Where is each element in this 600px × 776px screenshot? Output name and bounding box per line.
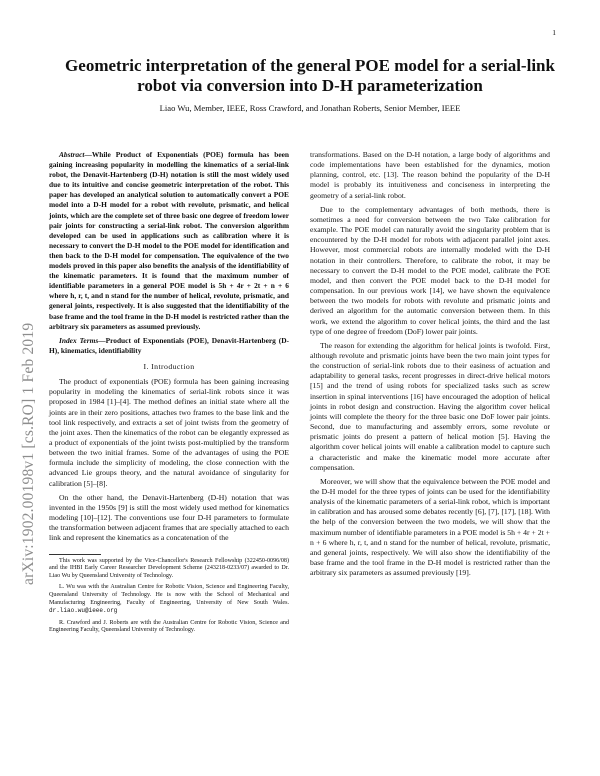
- paper-title: Geometric interpretation of the general POE model for a serial-link robot via conversion into D-H parameterization: [65, 56, 555, 95]
- abstract-label: Abstract—: [59, 150, 92, 159]
- page-number: 1: [552, 28, 556, 37]
- footnote-affiliation-text: L. Wu was with the Australian Centre for Robotic Vision, Science and Engineering Faculty, Queensland University of Technology. He is now with the School of Mechanical and Manufacturing Engineering, Faculty of Engineering, University of New South Wales.: [49, 584, 289, 606]
- footnote-rule: [49, 554, 101, 555]
- body-paragraph: The reason for extending the algorithm for helical joints is twofold. First, although revolute and prismatic joints have been the two main joint types for the construction of serial-link robots due to their easiness of actuation and adaptability to general tasks, recent progresses in direct-drive helical motors [15] and the trend of using robots for specialized tasks such as screw insertion in spinal interventions [16] have encouraged the adoption of helical joints in robot design and construction. Having the algorithm cover helical joints will complete the theory for the three basic one DoF lower pair joints. Second, due to manufacturing and assembly errors, some revolute or prismatic joints do present a pattern of helical motion [5]. Having the algorithm cover helical joints will enable a calibration model to capture such a characteristic and make the kinematic model more accurate after compensation.: [310, 340, 550, 472]
- abstract-text: While Product of Exponentials (POE) formula has been gaining increasing popularity in modelling the kinematics of a serial-link robot, the Denavit-Hartenberg (D-H) notation is still the most widely used due to its intuitive and concise geometric interpretation of the robot. This paper has developed an analytical solution to automatically convert a POE model into a D-H model for a robot with revolute, prismatic, and helical joints, which are the complete set of three basic one degree of freedom lower pair joints for constructing a serial-link robot. The conversion algorithm developed can be used in applications such as calibration where it is necessary to convert the D-H model to the POE model for identification and then back to the D-H model for compensation. The equivalence of the two models proved in this paper also benefits the analysis of the identifiability of the kinematic parameters. It is found that the maximum number of identifiable parameters in a general POE model is 5h + 4r + 2t + n + 6 where h, r, t, and n stand for the number of helical, revolute, prismatic, and general joints, respectively. It is also suggested that the identifiability of the base frame and the tool frame in the D-H model is restricted rather than the arbitrary six parameters as assumed previously.: [49, 150, 289, 331]
- index-terms-label: Index Terms—: [59, 335, 106, 345]
- right-column: [310, 150, 550, 582]
- author-list: Liao Wu, Member, IEEE, Ross Crawford, and Jonathan Roberts, Senior Member, IEEE: [159, 103, 461, 113]
- footnote-email[interactable]: dr.liao.wu@ieee.org: [49, 607, 118, 615]
- footnote-affiliation-wu: [49, 584, 289, 615]
- body-paragraph: transformations. Based on the D-H notation, a large body of algorithms and code implementations have been established for the dynamics, motion planning, control, etc. [13]. The reason behind the popularity of the D-H model is probably its intuitiveness and conciseness in interpreting the geometry of a serial-link robot.: [310, 150, 550, 200]
- left-column: [49, 150, 289, 639]
- index-terms: [49, 336, 289, 356]
- body-paragraph: Moreover, we will show that the equivalence between the POE model and the D-H model for the three types of joints can be used for the identifiability analysis of the kinematic parameters of a serial-link robot, which is important in calibration and has aroused some debates recently [6], [7], [17], [18]. With the help of the conversion between the two models, we will show that the maximum number of identifiable parameters in a POE model is 5h + 4r + 2t + n + 6 where h, r, t, and n stand for the number of helical, revolute, prismatic, and general joints, respectively. We will also show the identifiability of the base frame and the tool frame in the D-H model is restricted rather than the arbitrary six parameters as assumed previously [19].: [310, 476, 550, 578]
- section-heading: I. Introduction: [143, 361, 195, 371]
- arxiv-stamp: arXiv:1902.00198v1 [cs.RO] 1 Feb 2019: [20, 322, 37, 585]
- body-paragraph: On the other hand, the Denavit-Hartenberg (D-H) notation that was invented in the 1950s [9] is still the most widely used method for kinematics modeling [10]–[12]. The conventions use four D-H parameters to formulate the transformation between adjacent frames that are specially attached to each link and represent the kinematics as a concatenation of the: [49, 492, 289, 543]
- abstract: [49, 150, 289, 332]
- footnote-funding: This work was supported by the Vice-Chancellor's Research Fellowship (322450-0096/08) and the IHBI Early Career Researcher Development Scheme (243218-0233/07) awarded to Dr. Liao Wu by Queensland University of Technology.: [49, 557, 289, 579]
- footnote-affiliation-others: R. Crawford and J. Roberts are with the Australian Centre for Robotic Vision, Science and Engineering Faculty, Queensland University of Technology.: [49, 619, 289, 634]
- body-paragraph: Due to the complementary advantages of both methods, there is sometimes a need for conversion between the two Take calibration for example. The POE model can naturally avoid the singularity problem that is encountered by the D-H model for robots with adjacent parallel joint axes. However, most commercial robots are internally modeled with the D-H notation in their controllers. Therefore, to calibrate the robot, it may be necessary to convert the D-H model to the POE model, calibrate the POE model, and then convert the POE model back to the D-H model for compensation. In our previous work [14], we have shown the equivalence between the two models for robots with revolute and prismatic joints and derived an algorithm for the automatic conversion between them. In this work, we extend the algorithm to cover helical joints, the third and the last type of one degree of freedom (DoF) lower pair joints.: [310, 204, 550, 336]
- index-terms-text: Product of Exponentials (POE), Denavit-Hartenberg (D-H), kinematics, identifiability: [49, 335, 290, 355]
- body-paragraph: The product of exponentials (POE) formula has been gaining increasing popularity in modeling the kinematics of serial-link robots since it was proposed in 1984 [1]–[4]. The method defines an initial state where all the joints are in their zero positions, attaches two frames to the base link and the tool link respectively, and extracts a set of joint twists from the geometry of the joint axes. Then the kinematics of the robot can be elegantly expressed as a product of exponentials of the joint twists post-multiplied by the transform between the two initial frames. Some of the advantages of using the POE formula include the simplicity of modeling, the close connection with the advanced Lie groups theory, and the natural avoidance of singularity for calibration [5]–[8].: [49, 377, 289, 488]
